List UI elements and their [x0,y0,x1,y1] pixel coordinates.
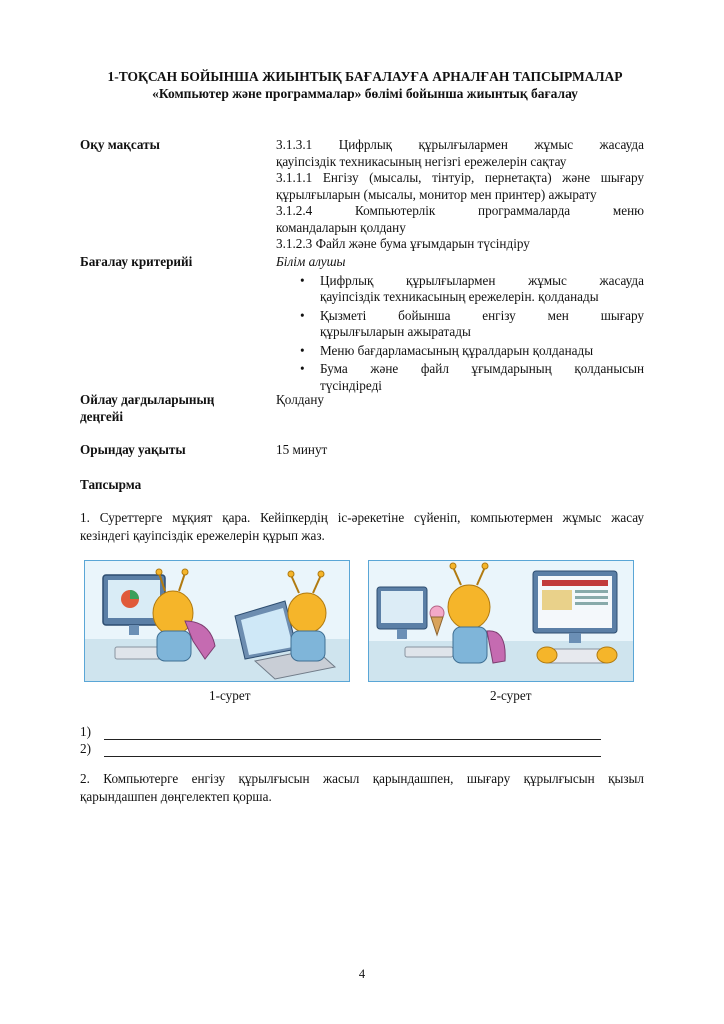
illustration-1 [85,561,349,681]
bullet-icon: • [300,342,305,358]
bullet-icon: • [300,307,305,323]
bullet-icon: • [300,272,305,288]
question-1 [80,509,644,545]
criterion-1-line2: қауіпсіздік техникасының ережелерін. қолданады [320,289,599,304]
criteria-intro: Білім алушы [276,254,346,269]
question-1-line2: кезіндегі қауіпсіздік ережелерін құрып жаз. [80,528,325,543]
objective-2-line1: 3.1.1.1 Енгізу (мысалы, тінтуір, пернетақта) және шығару [276,170,644,185]
thinking-value: Қолдану [276,392,325,407]
title-line-2: «Компьютер және программалар» бөлімі бойынша жиынтық бағалау [152,86,578,101]
criterion-3-line1: Меню бағдарламасының құралдарын қолданады [320,342,594,358]
objectives-list [276,137,644,253]
bullet-icon: • [300,361,305,376]
page-number: 4 [358,967,366,981]
criterion-4-line1: Бума және файл ұғымдарының қолданысын [320,361,644,376]
objective-2-line2: құрылғыларын (мысалы, монитор мен принтер) ажырату [276,186,597,202]
answer-2-label: 2) [80,741,91,756]
answer-1-label: 1) [80,724,91,739]
criterion-2-line1: Қызметі бойынша енгізу мен шығару [320,307,644,323]
picture-1 [84,560,350,682]
answer-1-field[interactable] [104,738,601,740]
objective-1-line2: қауіпсіздік техникасының негізгі ережелерін сақтау [276,153,567,169]
list-item [276,273,644,306]
objective-3-line2: командаларын қолдану [276,219,406,235]
objective-4-line1: 3.1.2.3 Файл және бума ұғымдарын түсіндіру [276,236,530,251]
objective-3-line1: 3.1.2.4 Компьютерлік программаларда меню [276,203,644,218]
page-title [60,68,670,102]
criterion-2-line2: құрылғыларын ажыратады [320,324,471,339]
question-2 [80,770,644,806]
question-2-line1: 2. Компьютерге енгізу құрылғысын жасыл қарындашпен, шығару құрылғысын қызыл [80,771,644,786]
caption-picture-2: 2-сурет [490,688,532,703]
criteria-block [276,254,644,394]
question-2-line2: қарындашпен дөңгелектеп қорша. [80,789,272,804]
thinking-label-line1: Ойлау дағдыларының [80,392,215,407]
time-label: Орындау уақыты [80,442,186,457]
thinking-label [80,392,260,425]
criterion-4-line2: түсіндіреді [320,377,382,393]
caption-picture-1: 1-сурет [209,688,251,703]
time-value: 15 минут [276,442,328,457]
criterion-1-line1: Цифрлық құрылғылармен жұмыс жасауда [320,272,644,288]
task-heading: Тапсырма [80,477,142,492]
answer-2-field[interactable] [104,755,601,757]
thinking-label-line2: деңгейі [80,408,124,424]
list-item [276,308,644,341]
objectives-label: Оқу мақсаты [80,137,160,152]
question-1-line1: 1. Суреттерге мұқият қара. Кейіпкердің іс-әрекетіне сүйеніп, компьютермен жұмыс жасау [80,510,644,525]
list-item [276,343,644,360]
objective-1-line1: 3.1.3.1 Цифрлық құрылғылармен жұмыс жасауда [276,137,644,152]
picture-2 [368,560,634,682]
list-item [276,361,644,394]
criteria-list [276,273,644,395]
illustration-2 [369,561,633,681]
criteria-label: Бағалау критерийі [80,254,193,269]
title-line-1: 1-ТОҚСАН БОЙЫНША ЖИЫНТЫҚ БАҒАЛАУҒА АРНАЛҒАН ТАПСЫРМАЛАР [107,69,623,84]
